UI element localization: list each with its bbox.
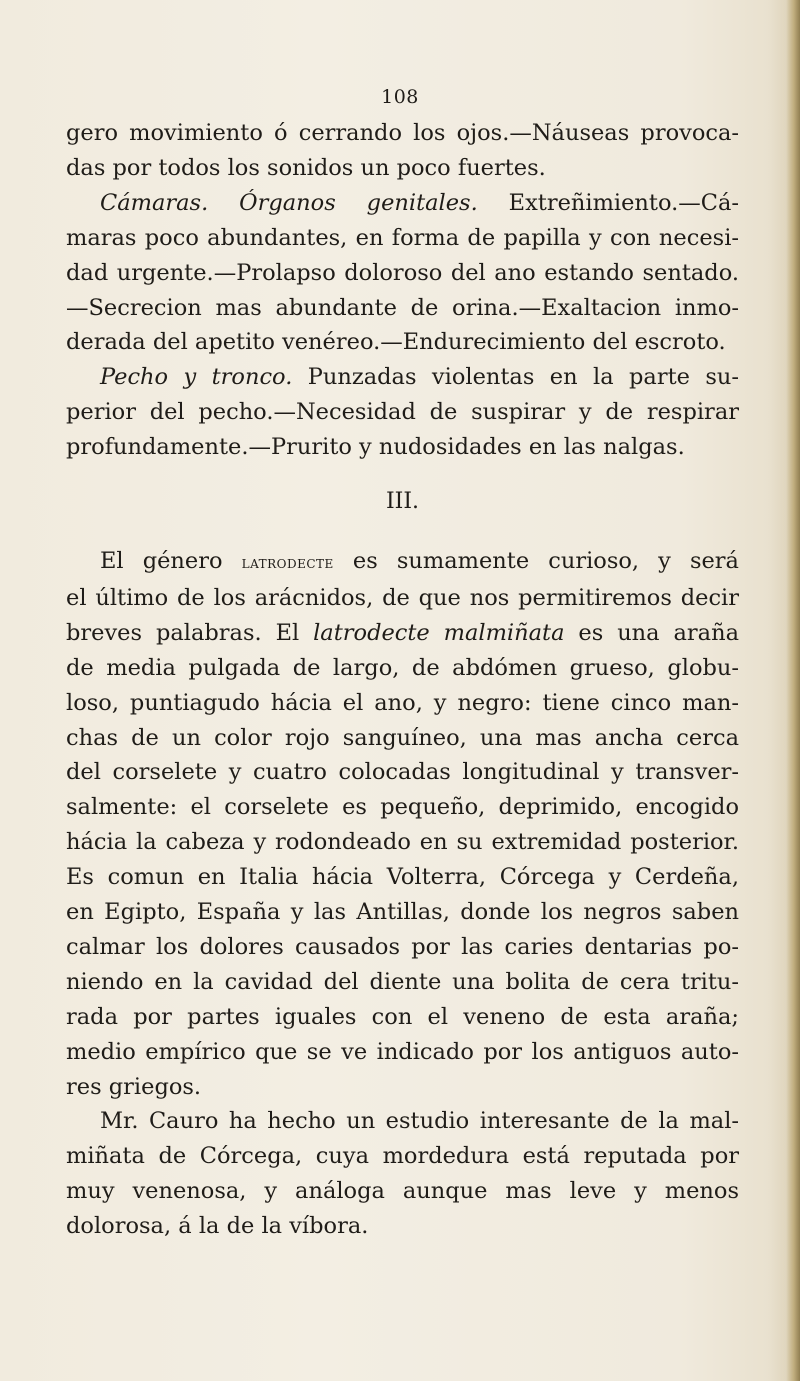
- section-label-camaras: Cámaras. Órganos genitales.: [100, 189, 478, 216]
- text-line: el último de los arácnidos, de que nos permitiremos decir: [66, 584, 739, 611]
- text-line: derada del apetito venéreo.—Endurecimiento del escroto.: [66, 329, 726, 356]
- text-line: del corselete y cuatro colocadas longitudinal y transver-: [66, 759, 739, 786]
- text-line: —Secrecion mas abundante de orina.—Exaltacion inmo-: [66, 294, 739, 321]
- text-line: dolorosa, á la de la víbora.: [66, 1213, 369, 1240]
- text-line: perior del pecho.—Necesidad de suspirar y de respirar: [66, 399, 739, 426]
- text-line: de media pulgada de largo, de abdómen grueso, globu-: [66, 654, 739, 681]
- text-line: hácia la cabeza y rodondeado en su extremidad posterior.: [66, 829, 739, 856]
- text-line: gero movimiento ó cerrando los ojos.—Náuseas provoca-: [66, 120, 739, 146]
- text-run: es sumamente curioso, y será: [333, 547, 739, 574]
- page-number: 108: [381, 86, 419, 108]
- text-run: Punzadas violentas en la parte su-: [292, 364, 739, 391]
- text-line: en Egipto, España y las Antillas, donde los negros saben: [66, 899, 739, 926]
- text-line: muy venenosa, y análoga aunque mas leve y menos: [66, 1178, 739, 1205]
- section-heading: III.: [385, 489, 420, 515]
- text-line: rada por partes iguales con el veneno de esta araña;: [66, 1003, 739, 1030]
- text-line: miñata de Córcega, cuya mordedura está reputada por: [66, 1143, 739, 1170]
- text-line: Mr. Cauro ha hecho un estudio interesante de la mal-: [100, 1108, 739, 1135]
- text-line: res griegos.: [66, 1073, 202, 1100]
- species-name: latrodecte malmiñata: [313, 619, 565, 646]
- body-text: [66, 116, 739, 1244]
- text-line: dad urgente.—Prolapso doloroso del ano estando sentado.: [66, 259, 739, 286]
- section-label-pecho: Pecho y tronco.: [100, 364, 293, 391]
- text-run: El género: [100, 547, 242, 574]
- text-line: das por todos los sonidos un poco fuertes.: [66, 154, 546, 181]
- text-line: [66, 616, 739, 651]
- text-run: es una araña: [564, 619, 739, 646]
- text-line: loso, puntiagudo hácia el ano, y negro: tiene cinco man-: [66, 689, 739, 716]
- text-line: chas de un color rojo sanguíneo, una mas ancha cerca: [66, 724, 739, 751]
- text-line: medio empírico que se ve indicado por los antiguos auto-: [66, 1038, 739, 1065]
- text-run: Extreñimiento.—Cá-: [477, 189, 739, 216]
- text-line: calmar los dolores causados por las caries dentarias po-: [66, 933, 739, 960]
- text-line: profundamente.—Prurito y nudosidades en las nalgas.: [66, 434, 685, 461]
- text-line: [66, 360, 739, 395]
- text-line: [66, 186, 739, 221]
- page-edge-shadow: [786, 0, 800, 1381]
- text-line: Es comun en Italia hácia Volterra, Córcega y Cerdeña,: [66, 864, 739, 891]
- genus-name: latrodecte: [241, 552, 334, 573]
- text-line: salmente: el corselete es pequeño, deprimido, encogido: [66, 794, 739, 821]
- text-run: breves palabras. El: [66, 619, 314, 646]
- text-line: [66, 544, 739, 581]
- text-line: maras poco abundantes, en forma de papilla y con necesi-: [66, 224, 739, 251]
- text-line: niendo en la cavidad del diente una bolita de cera tritu-: [66, 968, 739, 995]
